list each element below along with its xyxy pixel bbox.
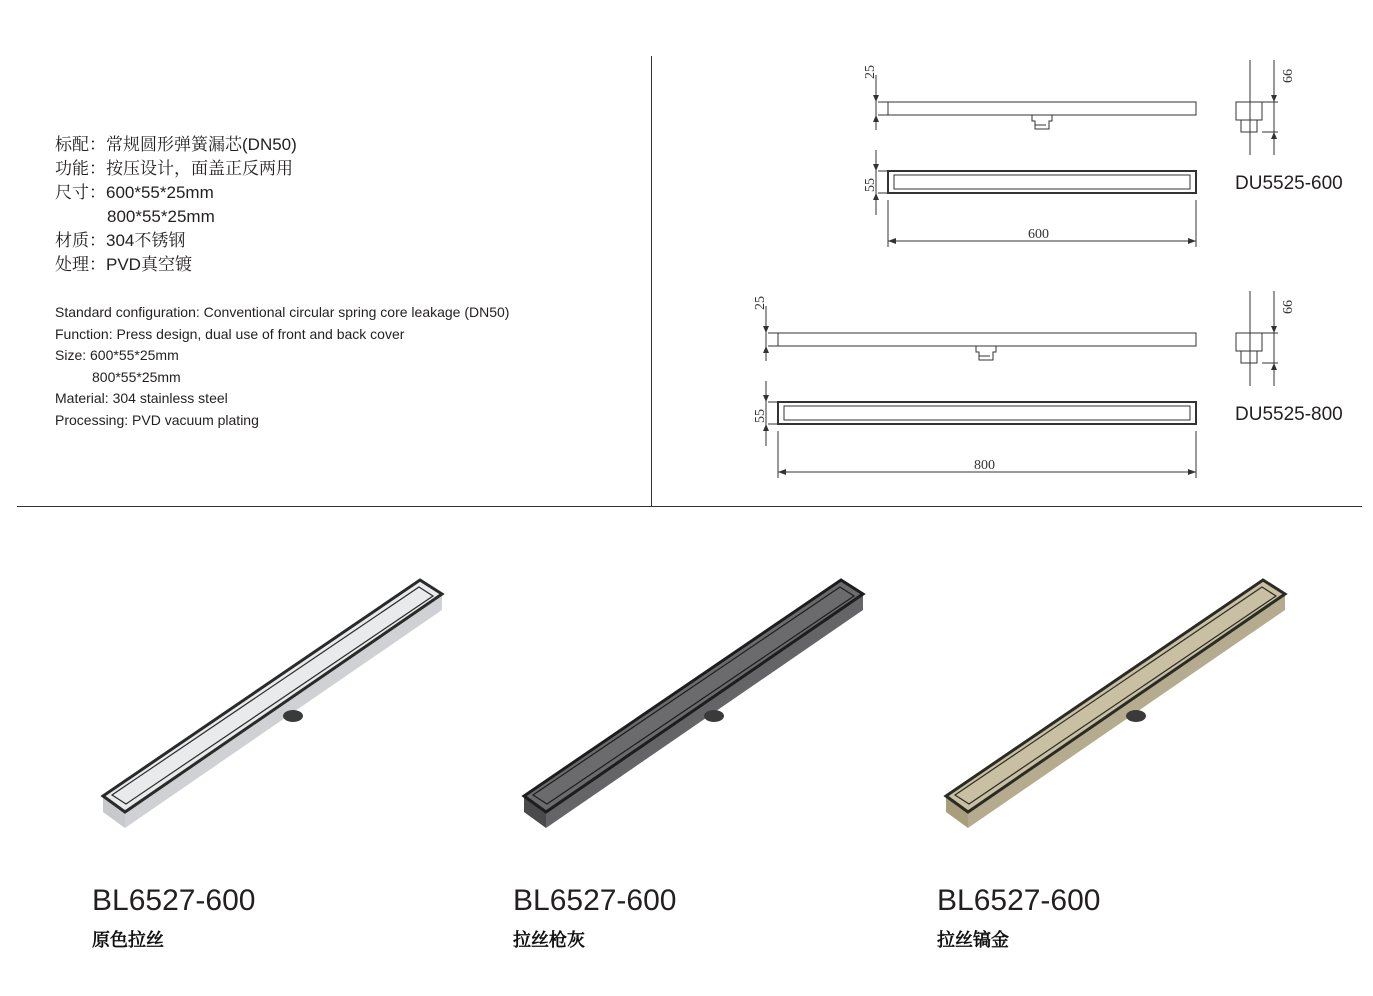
- dim-width-label: 55: [753, 409, 768, 423]
- drain-cover-panel: [955, 587, 1276, 804]
- drain-core-icon: [976, 346, 996, 360]
- side-view-bar: [888, 102, 1196, 115]
- top-view-bar: [888, 171, 1196, 193]
- product-code: BL6527-600: [92, 884, 256, 917]
- product-finish: 原色拉丝: [92, 930, 164, 950]
- dim-height-label: 25: [863, 65, 878, 79]
- top-view-bar: [778, 402, 1196, 424]
- spec-cn-row: 处理：PVD真空镀: [55, 255, 192, 274]
- drain-side-face: [125, 594, 442, 828]
- spec-cn-row: 材质：304不锈钢: [55, 231, 186, 250]
- spec-en-row: 800*55*25mm: [92, 368, 181, 385]
- section-divider-vertical: [651, 56, 652, 506]
- product-image-gunmetal: [516, 570, 876, 840]
- spec-cn-row: 800*55*25mm: [107, 207, 215, 226]
- spec-cn-row: 标配：常规圆形弹簧漏芯(DN50): [55, 135, 297, 154]
- drawing-600: [850, 55, 1330, 255]
- spec-cn-row: 功能：按压设计，面盖正反两用: [55, 159, 293, 178]
- product-image-raw: [95, 570, 455, 840]
- drain-core-icon: [1032, 115, 1052, 129]
- drain-outlet: [1126, 710, 1146, 722]
- dim-width-label: 55: [863, 178, 878, 192]
- spec-en-row: Function: Press design, dual use of front and back cover: [55, 325, 405, 342]
- spec-en-row: Material: 304 stainless steel: [55, 390, 228, 406]
- spec-en-block: [55, 302, 509, 431]
- dim-length-label: 800: [974, 458, 995, 473]
- drain-outlet: [283, 710, 303, 722]
- product-finish: 拉丝镐金: [937, 930, 1009, 950]
- dim-length-label: 600: [1028, 227, 1049, 242]
- product-code: BL6527-600: [513, 884, 677, 917]
- drain-outlet: [704, 710, 724, 722]
- drain-side-face: [546, 594, 863, 828]
- end-view: [1236, 333, 1262, 351]
- section-divider-horizontal: [17, 506, 1362, 507]
- product-code: BL6527-600: [937, 884, 1101, 917]
- spec-en-row: Size: 600*55*25mm: [55, 347, 179, 363]
- spec-en-row: Processing: PVD vacuum plating: [55, 411, 259, 428]
- product-finish: 拉丝枪灰: [513, 930, 585, 950]
- dim-depth-label: 66: [1281, 69, 1296, 83]
- drawing-800: [740, 286, 1330, 486]
- spec-cn-block: [55, 133, 297, 277]
- drain-cover-panel: [533, 587, 854, 804]
- product-image-gold: [938, 570, 1298, 840]
- dim-height-label: 25: [753, 296, 768, 310]
- end-view: [1236, 102, 1262, 120]
- drain-cover-panel: [112, 587, 433, 804]
- drawing-model-label: DU5525-600: [1235, 173, 1343, 194]
- side-view-bar: [778, 333, 1196, 346]
- dim-depth-label: 66: [1281, 300, 1296, 314]
- drawing-model-label: DU5525-800: [1235, 404, 1343, 425]
- spec-cn-row: 尺寸：600*55*25mm: [55, 183, 214, 202]
- spec-en-row: Standard configuration: Conventional circular spring core leakage (DN50): [55, 304, 510, 320]
- drain-side-face: [968, 594, 1285, 828]
